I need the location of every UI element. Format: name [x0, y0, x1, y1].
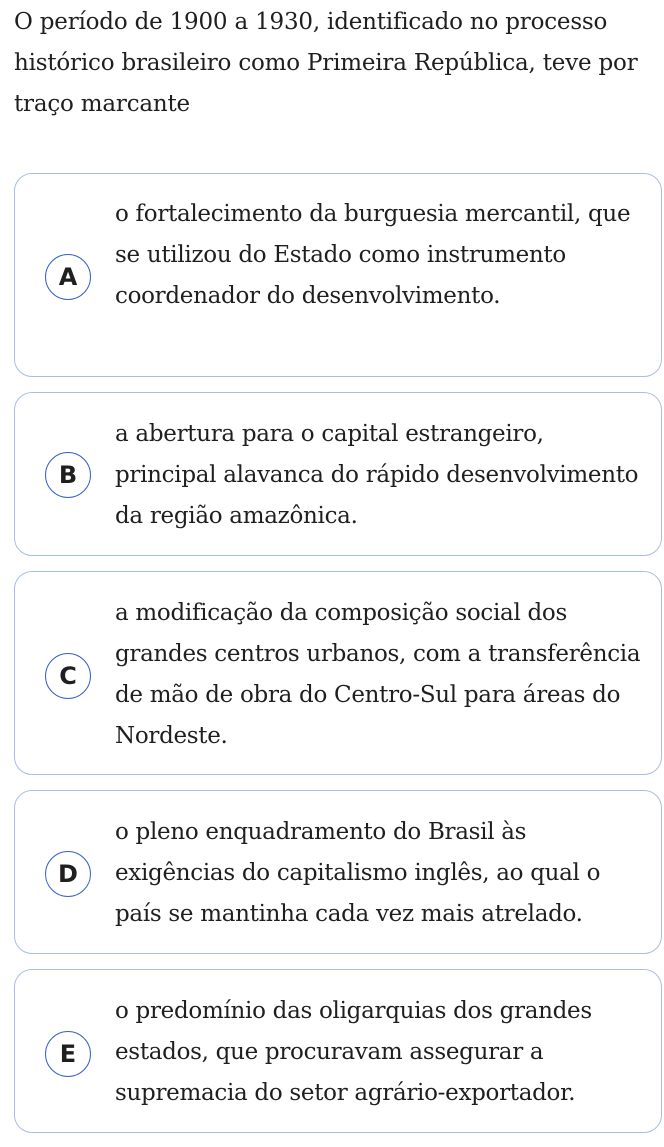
- option-c[interactable]: [14, 571, 662, 775]
- option-b-letter-badge: B: [45, 452, 91, 498]
- option-a-text: o fortalecimento da burguesia mercantil, que se utilizou do Estado como instrumento coordenador do desenvolvimento.: [115, 201, 631, 309]
- option-d-text: o pleno enquadramento do Brasil às exigências do capitalismo inglês, ao qual o país se mantinha cada vez mais atrelado.: [115, 819, 601, 927]
- option-b[interactable]: [14, 392, 662, 556]
- option-a[interactable]: [14, 173, 662, 377]
- question-text: O período de 1900 a 1930, identificado no processo histórico brasileiro como Primeira República, teve por traço marcante: [14, 9, 638, 117]
- option-e-text: o predomínio das oligarquias dos grandes estados, que procuravam assegurar a supremacia do setor agrário-exportador.: [115, 998, 592, 1106]
- option-d[interactable]: [14, 790, 662, 954]
- option-b-text: a abertura para o capital estrangeiro, principal alavanca do rápido desenvolvimento da região amazônica.: [115, 421, 639, 529]
- option-e[interactable]: [14, 969, 662, 1133]
- option-d-letter-badge: D: [45, 851, 91, 897]
- option-e-letter-badge: E: [45, 1031, 91, 1077]
- option-a-letter-badge: A: [45, 254, 91, 300]
- option-c-text: a modificação da composição social dos grandes centros urbanos, com a transferência de mão de obra do Centro-Sul para áreas do Nordeste.: [115, 600, 641, 749]
- option-c-letter-badge: C: [45, 653, 91, 699]
